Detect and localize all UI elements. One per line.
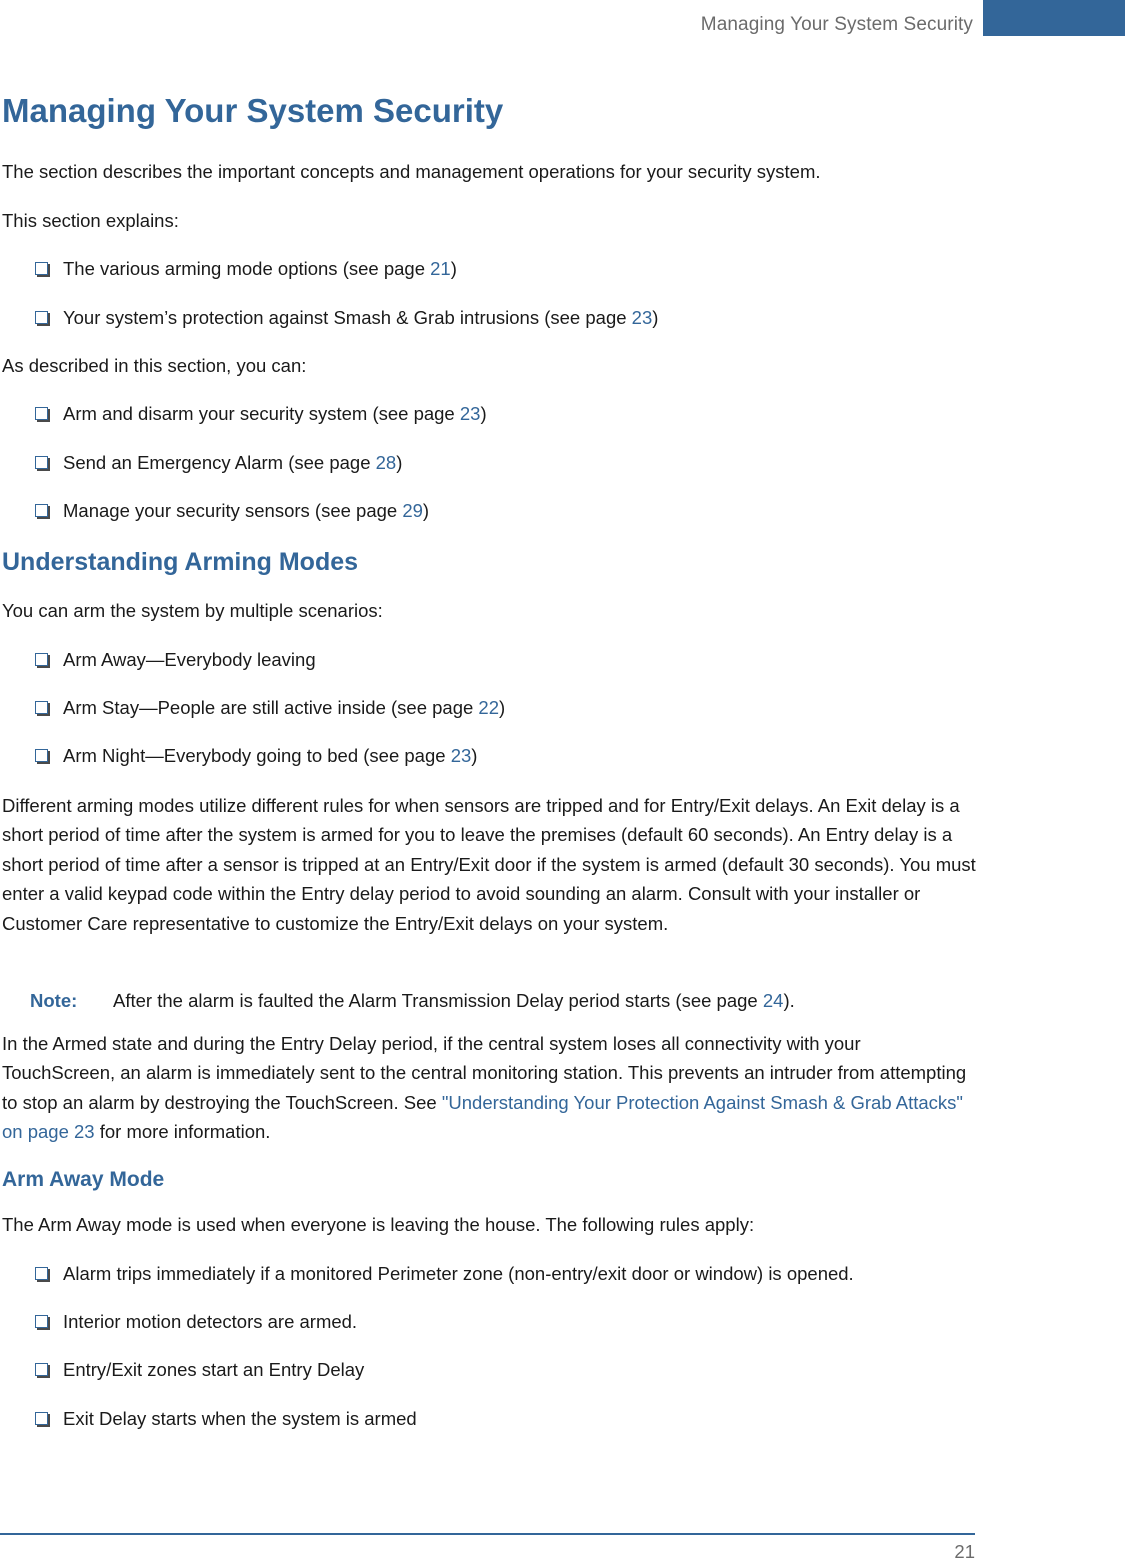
page-link[interactable]: 28 <box>375 452 397 473</box>
checkbox-bullet-icon <box>35 653 48 666</box>
page-link[interactable]: 29 <box>402 500 423 521</box>
list-item: Arm Away—Everybody leaving <box>63 649 316 671</box>
running-header: Managing Your System Security <box>700 14 973 35</box>
list-item: The various arming mode options (see page 21) <box>63 258 457 280</box>
list-item: Manage your security sensors (see page 29) <box>63 500 429 522</box>
note-label: Note: <box>30 990 78 1011</box>
list-item: Alarm trips immediately if a monitored Perimeter zone (non-entry/exit door or window) is opened. <box>63 1263 854 1285</box>
list-item: Entry/Exit zones start an Entry Delay <box>63 1359 364 1381</box>
connectivity-paragraph: In the Armed state and during the Entry Delay period, if the central system loses all connectivity with your TouchScreen, an alarm is immediately sent to the central monitoring station. This prevents an intruder from attempting to stop an alarm by destroying the TouchScreen. See "Understanding Your Protection Against Smash & Grab Attacks" on page 23 for more information. <box>2 1033 967 1143</box>
page-link[interactable]: 22 <box>478 697 499 718</box>
list-item: Arm Night—Everybody going to bed (see page 23) <box>63 745 477 767</box>
page-link[interactable]: 24 <box>762 990 784 1011</box>
checkbox-bullet-icon <box>35 1412 48 1425</box>
checkbox-bullet-icon <box>35 262 48 275</box>
page-link[interactable]: 23 <box>631 307 653 328</box>
checkbox-bullet-icon <box>35 701 48 714</box>
checkbox-bullet-icon <box>35 407 48 420</box>
arming-modes-paragraph: Different arming modes utilize different rules for when sensors are tripped and for Entry/Exit delays. An Exit delay is a short period of time after the system is armed for you to leave the premises (default 60 seconds). An Entry delay is a short period of time after a sensor is tripped at an Entry/Exit door if the system is armed (default 30 seconds). You must enter a valid keypad code within the Entry delay period to avoid sounding an alarm. Consult with your installer or Customer Care representative to customize the Entry/Exit delays on your system. <box>2 795 976 934</box>
section-heading-arm-away: Arm Away Mode <box>2 1168 165 1191</box>
checkbox-bullet-icon <box>35 311 48 324</box>
page-number: 21 <box>954 1541 975 1562</box>
intro-text: The section describes the important concepts and management operations for your security system. <box>2 161 821 182</box>
list-item: Send an Emergency Alarm (see page 28) <box>63 452 402 474</box>
page-link[interactable]: 21 <box>430 258 451 279</box>
explains-label: This section explains: <box>2 210 179 231</box>
checkbox-bullet-icon <box>35 1363 48 1376</box>
checkbox-bullet-icon <box>35 456 48 469</box>
checkbox-bullet-icon <box>35 749 48 762</box>
checkbox-bullet-icon <box>35 1267 48 1280</box>
can-label: As described in this section, you can: <box>2 355 307 376</box>
page-title: Managing Your System Security <box>2 92 504 129</box>
list-item: Exit Delay starts when the system is armed <box>63 1408 417 1430</box>
smash-grab-link[interactable]: "Understanding Your Protection Against Smash & Grab Attacks" on page 23 <box>2 1091 963 1143</box>
footer-divider <box>0 1533 975 1535</box>
list-item: Arm and disarm your security system (see page 23) <box>63 403 487 425</box>
section-lead: The Arm Away mode is used when everyone is leaving the house. The following rules apply: <box>2 1214 755 1235</box>
list-item: Your system’s protection against Smash & Grab intrusions (see page 23) <box>63 307 658 329</box>
checkbox-bullet-icon <box>35 1315 48 1328</box>
checkbox-bullet-icon <box>35 504 48 517</box>
note-text: After the alarm is faulted the Alarm Transmission Delay period starts (see page 24). <box>113 990 795 1011</box>
page-link[interactable]: 23 <box>459 403 481 424</box>
list-item: Interior motion detectors are armed. <box>63 1311 357 1333</box>
header-accent-bar <box>983 0 1125 36</box>
list-item: Arm Stay—People are still active inside (see page 22) <box>63 697 505 719</box>
section-heading-arming-modes: Understanding Arming Modes <box>2 548 359 576</box>
section-lead: You can arm the system by multiple scenarios: <box>2 600 383 621</box>
page-link[interactable]: 23 <box>450 745 472 766</box>
